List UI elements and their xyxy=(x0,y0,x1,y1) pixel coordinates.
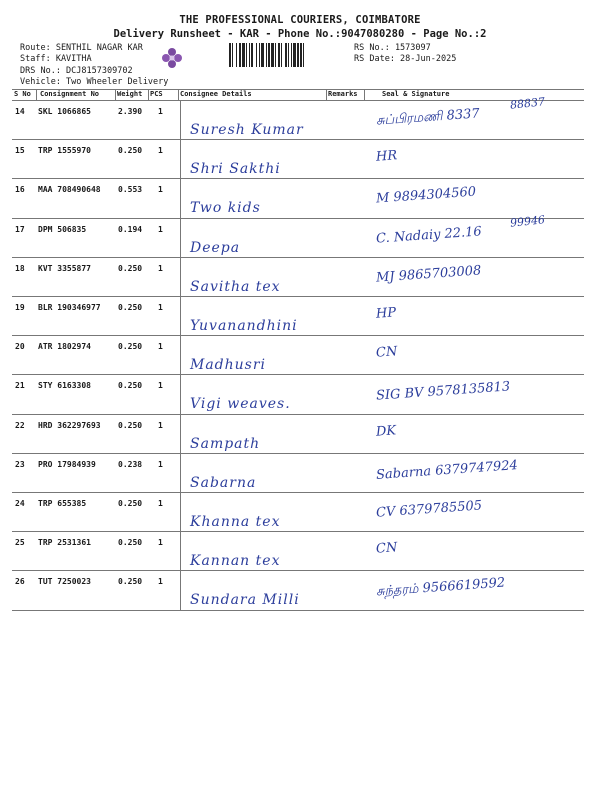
row-consignment-no: DPM 506835 xyxy=(38,224,87,234)
col-header-seal: Seal & Signature xyxy=(382,90,450,98)
row-sno: 19 xyxy=(15,303,25,312)
row-pcs: 1 xyxy=(158,420,163,430)
rs-number: RS No.: 1573097 xyxy=(354,43,431,53)
table-row xyxy=(12,570,584,611)
row-divider xyxy=(12,610,584,611)
row-sno: 21 xyxy=(15,381,25,391)
table-row xyxy=(12,374,584,415)
table-row xyxy=(12,178,584,219)
row-weight: 0.194 xyxy=(118,224,143,234)
row-weight: 0.250 xyxy=(118,420,143,430)
row-sno: 22 xyxy=(15,420,25,430)
table-row xyxy=(12,453,584,494)
table-row xyxy=(12,492,584,533)
handwritten-consignee-name: Suresh Kumar xyxy=(190,122,304,138)
row-weight: 0.250 xyxy=(118,381,143,391)
table-row xyxy=(12,257,584,298)
handwritten-signature: சுந்தரம் 9566619592 xyxy=(375,575,506,600)
row-weight: 2.390 xyxy=(118,107,143,116)
row-consignment-no: KVT 3355877 xyxy=(38,263,91,273)
handwritten-signature: MJ 9865703008 xyxy=(375,263,482,286)
handwritten-consignee-name: Madhusri xyxy=(190,357,267,374)
handwritten-signature: Sabarna 6379747924 xyxy=(375,457,519,483)
row-consignment-no: SKL 1066865 xyxy=(38,107,91,116)
handwritten-consignee-name: Sundara Milli xyxy=(190,592,300,609)
handwritten-signature: C. Nadaiy 22.16 xyxy=(375,223,483,247)
row-weight: 0.250 xyxy=(118,263,143,273)
row-consignment-no: BLR 190346977 xyxy=(38,303,101,312)
handwritten-signature: HP xyxy=(375,305,397,322)
col-header-remarks: Remarks xyxy=(328,90,358,98)
handwritten-signature: CN xyxy=(375,540,398,557)
handwritten-signature: CV 6379785505 xyxy=(375,498,483,521)
col-header-weight: Weight xyxy=(117,90,143,98)
row-weight: 0.250 xyxy=(118,342,143,352)
handwritten-signature: M 9894304560 xyxy=(375,184,477,207)
row-consignment-no: TUT 7250023 xyxy=(38,577,91,587)
row-pcs: 1 xyxy=(158,381,163,391)
row-sno: 23 xyxy=(15,459,25,469)
row-consignment-no: STY 6163308 xyxy=(38,381,91,391)
handwritten-consignee-name: Deepa xyxy=(190,239,241,256)
handwritten-signature: SIG BV 9578135813 xyxy=(375,379,511,405)
route-label: Route: SENTHIL NAGAR KAR xyxy=(20,43,143,53)
row-pcs: 1 xyxy=(158,146,163,156)
handwritten-consignee-name: Vigi weaves. xyxy=(190,396,291,413)
barcode xyxy=(228,43,346,67)
row-sno: 15 xyxy=(15,146,25,156)
handwritten-signature: DK xyxy=(375,422,397,440)
row-sno: 25 xyxy=(15,538,25,548)
table-row xyxy=(12,95,584,141)
row-pcs: 1 xyxy=(158,577,163,587)
row-weight: 0.250 xyxy=(118,499,143,508)
row-sno: 26 xyxy=(15,577,25,587)
row-consignment-no: TRP 1555970 xyxy=(38,146,91,156)
table-row xyxy=(12,139,584,180)
consignment-table xyxy=(12,89,584,611)
flower-logo xyxy=(160,46,184,70)
table-row xyxy=(12,414,584,455)
col-header-pcs: PCS xyxy=(150,90,163,98)
row-pcs: 1 xyxy=(158,459,163,469)
handwritten-consignee-name: Khanna tex xyxy=(190,514,281,530)
row-weight: 0.250 xyxy=(118,146,143,156)
handwritten-consignee-name: Two kids xyxy=(190,200,261,217)
row-weight: 0.238 xyxy=(118,459,143,469)
handwritten-note: 88837 xyxy=(509,95,546,112)
row-pcs: 1 xyxy=(158,224,163,234)
row-pcs: 1 xyxy=(158,538,163,548)
vehicle-label: Vehicle: Two Wheeler Delivery xyxy=(20,77,169,87)
row-weight: 0.250 xyxy=(118,577,143,587)
staff-label: Staff: KAVITHA xyxy=(20,54,92,64)
row-consignment-no: ATR 1802974 xyxy=(38,342,91,352)
table-row xyxy=(12,531,584,572)
row-consignment-no: HRD 362297693 xyxy=(38,420,101,430)
row-weight: 0.553 xyxy=(118,185,143,195)
row-consignment-no: PRO 17984939 xyxy=(38,459,96,469)
row-pcs: 1 xyxy=(158,185,163,195)
handwritten-consignee-name: Sabarna xyxy=(190,474,257,491)
handwritten-consignee-name: Yuvanandhini xyxy=(190,318,298,334)
row-weight: 0.250 xyxy=(118,303,143,312)
row-consignment-no: TRP 655385 xyxy=(38,499,87,508)
row-sno: 14 xyxy=(15,107,25,116)
row-sno: 16 xyxy=(15,185,25,195)
handwritten-signature: சுப்பிரமணி 8337 xyxy=(375,106,481,129)
col-header-consignment: Consignment No xyxy=(40,90,100,98)
handwritten-signature: HR xyxy=(375,148,398,165)
company-title: THE PROFESSIONAL COURIERS, COIMBATORE xyxy=(179,14,421,26)
col-header-consignee: Consignee Details xyxy=(180,90,252,98)
table-row xyxy=(12,296,584,337)
row-pcs: 1 xyxy=(158,342,163,352)
row-pcs: 1 xyxy=(158,107,163,116)
handwritten-note: 99946 xyxy=(509,212,546,230)
handwritten-consignee-name: Sampath xyxy=(190,435,261,452)
handwritten-consignee-name: Kannan tex xyxy=(190,553,281,570)
table-row xyxy=(12,335,584,376)
row-weight: 0.250 xyxy=(118,538,143,548)
rs-date: RS Date: 28-Jun-2025 xyxy=(354,54,457,64)
row-sno: 20 xyxy=(15,342,25,352)
row-consignment-no: TRP 2531361 xyxy=(38,538,91,548)
table-row xyxy=(12,212,584,259)
row-consignment-no: MAA 708490648 xyxy=(38,185,101,195)
col-header-sno: S No xyxy=(14,90,31,98)
handwritten-consignee-name: Savitha tex xyxy=(190,278,281,295)
row-sno: 24 xyxy=(15,499,25,508)
handwritten-consignee-name: Shri Sakthi xyxy=(190,161,281,178)
handwritten-signature: CN xyxy=(375,344,398,361)
drs-number: DRS No.: DCJ8157309702 xyxy=(20,66,133,76)
row-sno: 18 xyxy=(15,263,25,273)
runsheet-subtitle: Delivery Runsheet - KAR - Phone No.:9047080280 - Page No.:2 xyxy=(113,28,487,40)
row-pcs: 1 xyxy=(158,303,163,312)
row-pcs: 1 xyxy=(158,263,163,273)
row-sno: 17 xyxy=(15,224,25,234)
row-pcs: 1 xyxy=(158,499,163,508)
